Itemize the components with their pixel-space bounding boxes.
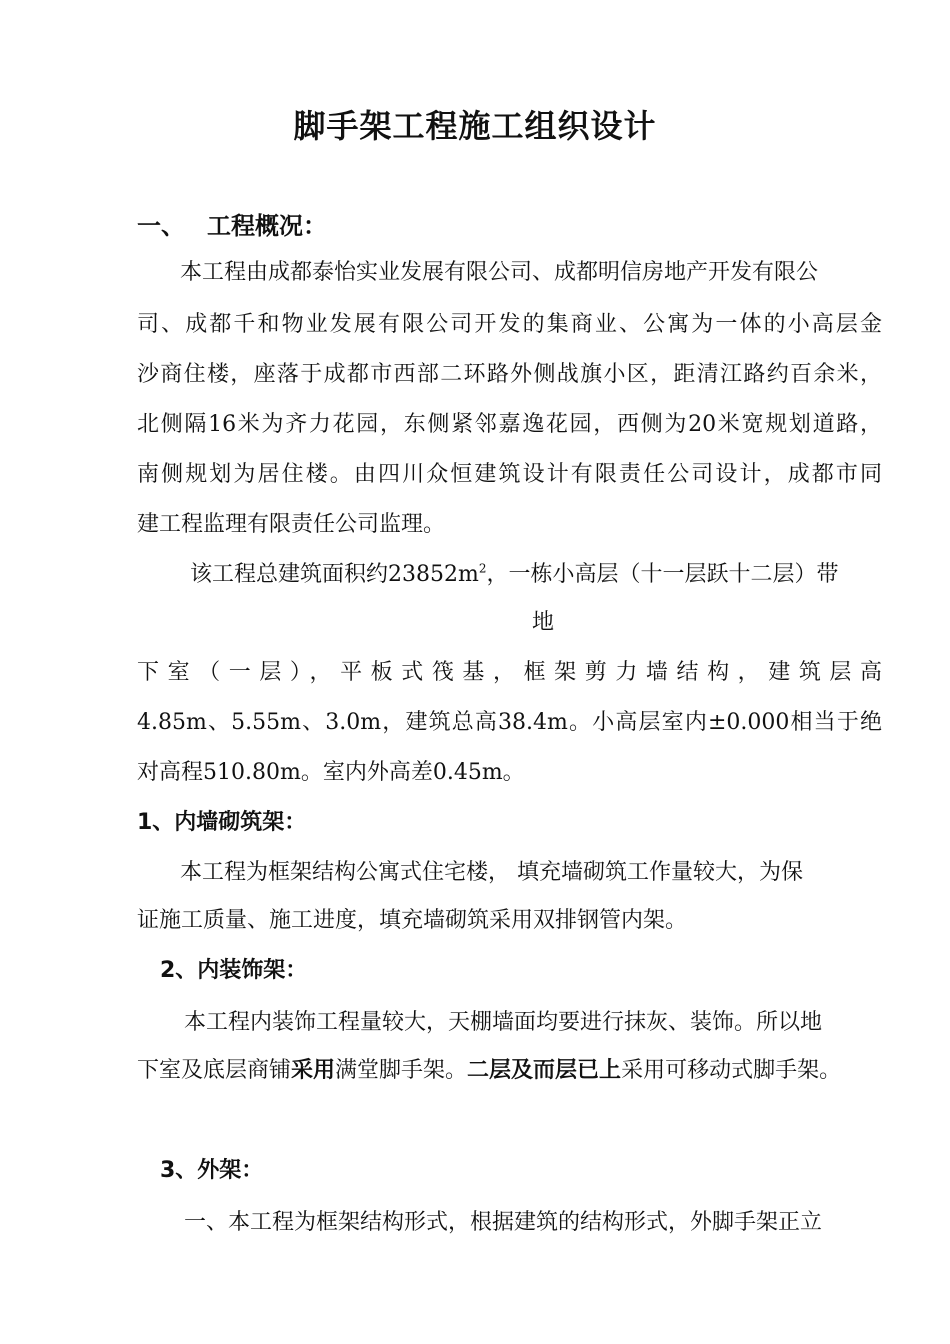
- paragraph-line: 北侧隔16米为齐力花园，东侧紧邻嘉逸花园，西侧为20米宽规划道路，: [137, 412, 882, 437]
- paragraph-line: 对高程510.80m。室内外高差0.45m。: [137, 760, 525, 785]
- text-run: 采用可移动式脚手架。: [621, 1058, 842, 1083]
- paragraph-line: 证施工质量、施工进度，填充墙砌筑采用双排钢管内架。: [137, 908, 688, 933]
- section-heading-overview: [137, 206, 327, 246]
- text-run: 满堂脚手架。: [335, 1058, 468, 1083]
- paragraph-line: 4.85m、5.55m、3.0m，建筑总高38.4m。小高层室内±0.000相当于绝: [137, 710, 882, 735]
- document-title: 脚手架工程施工组织设计: [293, 107, 657, 145]
- paragraph-line: 本工程为框架结构公寓式住宅楼， 填充墙砌筑工作量较大，为保: [180, 860, 803, 885]
- subheading-inner-wall-scaffold: 1、内墙砌筑架：: [137, 810, 307, 835]
- paragraph-line: 下室（一层），平板式筏基，框架剪力墙结构，建筑层高: [137, 660, 882, 685]
- paragraph-line: 本工程由成都泰怡实业发展有限公司、成都明信房地产开发有限公: [180, 260, 819, 285]
- paragraph-line: [137, 1046, 897, 1096]
- paragraph-line: 沙商住楼，座落于成都市西部二环路外侧战旗小区，距清江路约百余米，: [137, 362, 882, 387]
- paragraph-line: 司、成都千和物业发展有限公司开发的集商业、公寓为一体的小高层金: [137, 312, 882, 337]
- area-text: 该工程总建筑面积约23852m: [190, 562, 479, 587]
- paragraph-line: 南侧规划为居住楼。由四川众恒建筑设计有限责任公司设计，成都市同: [137, 462, 882, 487]
- paragraph-line: 地: [532, 610, 555, 635]
- bold-text-run: 采用: [291, 1058, 336, 1083]
- bold-text-run: 二层及而层已上: [467, 1058, 622, 1083]
- section-heading-text: 工程概况：: [207, 212, 327, 240]
- subheading-external-scaffold: 3、外架：: [160, 1158, 264, 1183]
- area-superscript: 2: [478, 561, 487, 576]
- paragraph-line: 本工程内装饰工程量较大，天棚墙面均要进行抹灰、装饰。所以地: [184, 1010, 823, 1035]
- paragraph-line: 建工程监理有限责任公司监理。: [137, 512, 446, 537]
- paragraph-line: 一、本工程为框架结构形式，根据建筑的结构形式，外脚手架正立: [184, 1210, 823, 1235]
- paragraph-line: [190, 550, 880, 600]
- section-number: 一、: [137, 212, 185, 240]
- text-run: 下室及底层商铺: [137, 1058, 292, 1083]
- area-text-rest: ，一栋小高层（十一层跃十二层）带: [486, 562, 839, 587]
- subheading-interior-decoration-scaffold: 2、内装饰架：: [160, 958, 308, 983]
